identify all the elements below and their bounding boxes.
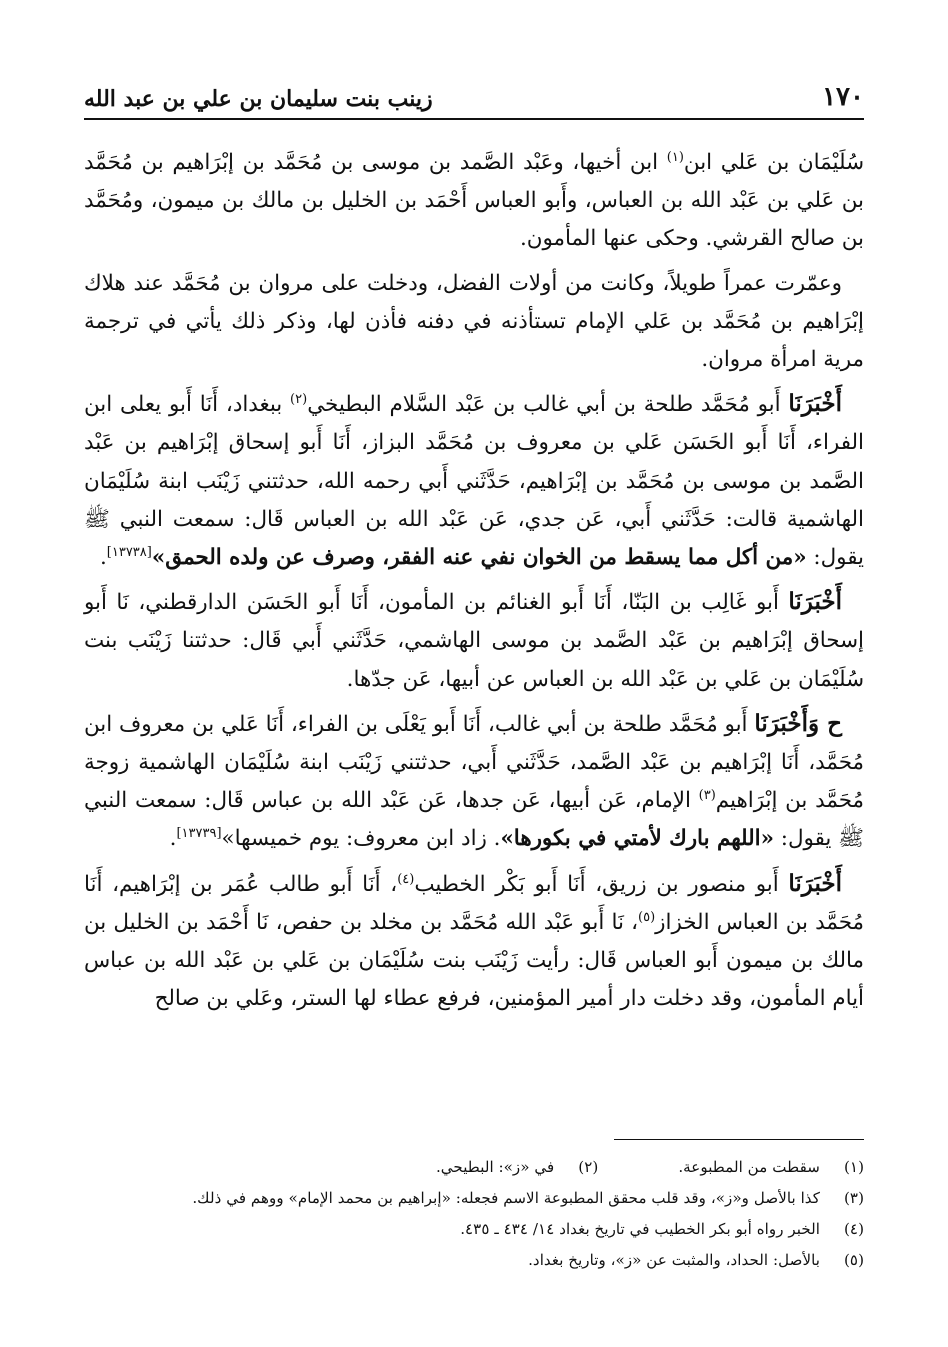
footnote-ref: (١) bbox=[666, 149, 684, 165]
page-number: ١٧٠ bbox=[822, 82, 864, 112]
footnote-row bbox=[84, 1152, 864, 1183]
footnote-ref: (٢) bbox=[290, 392, 308, 408]
footnote-ref: (٣) bbox=[698, 788, 716, 804]
footnote-text: بالأصل: الحداد، والمثبت عن «ز»، وتاريخ بغداد. bbox=[528, 1251, 820, 1269]
paragraph-4 bbox=[84, 583, 864, 699]
footnote-4 bbox=[84, 1214, 864, 1245]
text-segment: ، أَنَا أَبو طالب عُمَر بن إبْرَاهيم، أَنَا مُحَمَّد بن العباس الخزاز bbox=[84, 871, 865, 935]
isnad-keyword: أَخْبَرَنَا bbox=[788, 869, 842, 897]
footnote-1 bbox=[678, 1152, 864, 1183]
isnad-keyword: ح وَأَخْبَرَنَا bbox=[754, 709, 842, 737]
text-segment: الإمام، عَن أبيها، عَن جدها، عَن عَبْد الله بن عباس قَال: سمعت النبي ﷺ يقول: bbox=[84, 788, 864, 852]
footnote-number: (١) bbox=[843, 1158, 864, 1176]
paragraph-1 bbox=[84, 144, 864, 259]
footnote-3 bbox=[84, 1183, 864, 1214]
footnote-number: (٤) bbox=[843, 1220, 864, 1238]
footnotes bbox=[84, 1152, 864, 1276]
paragraph-2: وعمّرت عمراً طويلاً، وكانت من أولات الفضل، ودخلت على مروان بن مُحَمَّد عند هلاك إبْرَاهيم بن مُحَمَّد بن عَلي الإمام تستأذنه في دفنه فأذن لها، وذكر ذلك يأتي في ترجمة مرية امرأة مروان. bbox=[84, 270, 864, 373]
text-segment: ، نَا أَبو عَبْد الله مُحَمَّد بن مخلد بن حفص، نَا أَحْمَد بن الخليل بن مالك بن ميمون أَبو العباس قَال: رأيت زَيْنَب بنت سُلَيْمَان بن عَلي بن عَبْد الله بن عباس أيام المأمون، وقد دخلت دار أمير المؤمنين، فرفع عطاء لها الستر، وعَلي بن صالح bbox=[84, 909, 864, 1012]
hadith-text: «اللهم بارك لأمتي في بكورها» bbox=[500, 826, 774, 852]
footnote-2 bbox=[436, 1152, 598, 1183]
text-segment: . bbox=[169, 826, 177, 852]
footnote-ref: (٤) bbox=[397, 871, 415, 887]
text-segment: أَبو منصور بن زريق، أَنَا أَبو بَكْر الخطيب bbox=[414, 871, 789, 897]
isnad-keyword: أَخْبَرَنَا bbox=[788, 588, 842, 616]
page-header bbox=[84, 80, 864, 120]
text-segment: . bbox=[99, 545, 107, 571]
isnad-keyword: أَخْبَرَنَا bbox=[788, 390, 842, 418]
footnote-text: في «ز»: البطيحي. bbox=[435, 1158, 555, 1176]
text-segment: ببغداد، أَنَا أَبو يعلى ابن الفراء، أَنَا أَبو الحَسَن عَلي بن معروف بن مُحَمَّد البزاز، أَنَا أَبو إسحاق إبْرَاهيم بن عَبْد الصَّمد بن موسى بن مُحَمَّد بن إبْرَاهيم، حَدَّثَني أَبي رحمه الله، حدثتني زَيْنَب ابنة سُلَيْمَان الهاشمية قالت: حَدَّثَني أَبي، عَن جدي، عَن عَبْد الله بن العباس قَال: سمعت النبي ﷺ يقول: bbox=[84, 392, 864, 571]
hadith-number: [١٣٧٣٩] bbox=[176, 826, 222, 842]
footnote-text: الخبر رواه أبو بكر الخطيب في تاريخ بغداد ١٤/ ٤٣٤ ـ ٤٣٥. bbox=[460, 1220, 820, 1238]
running-title: زينب بنت سليمان بن علي بن عبد الله bbox=[84, 86, 433, 112]
footnote-number: (٥) bbox=[843, 1251, 864, 1269]
text-segment: سُلَيْمَان بن عَلي ابن bbox=[683, 150, 864, 175]
text-segment: ابن أخيها، وعَبْد الصَّمد بن موسى بن مُحَمَّد بن إبْرَاهيم بن مُحَمَّد بن عَلي بن عَبْد الله بن العباس، وأَبو العباس أَحْمَد بن الخليل بن مالك بن ميمون، ومُحَمَّد بن صالح القرشي. وحكى عنها المأمون. bbox=[84, 150, 864, 252]
footnote-number: (٢) bbox=[578, 1158, 599, 1176]
text-segment: أَبو مُحَمَّد طلحة بن أبي غالب، أَنَا أَبو يَعْلَى بن الفراء، أَنَا عَلي بن معروف ابن مُحَمَّد، أَنَا إبْرَاهيم بن عَبْد الصَّمد، حَدَّثَني أَبي، حدثتني زَيْنَب ابنة سُلَيْمَان الهاشمية زوجة مُحَمَّد بن إبْرَاهيم bbox=[84, 711, 864, 814]
footnote-number: (٣) bbox=[843, 1189, 864, 1207]
text-segment: أَبو غَالِب بن البَنّا، أَنَا أَبو الغنائم بن المأمون، أَنَا أَبو الحَسَن الدارقطني، نَا أَبو إسحاق إبْرَاهيم بن عَبْد الصَّمد بن موسى الهاشمي، حَدَّثَني أَبي قَال: حدثتنا زَيْنَب بنت سُلَيْمَان بن عَلي بن عَبْد الله بن العباس عن أبيها، عَن جدّها. bbox=[84, 590, 864, 692]
paragraph-3 bbox=[84, 385, 864, 577]
hadith-text: «من أكل مما يسقط من الخوان نفي عنه الفقر، وصرف عن ولده الحمق» bbox=[151, 545, 807, 571]
footnote-ref: (٥) bbox=[638, 909, 656, 925]
footnote-text: كذا بالأصل و«ز»، وقد قلب محقق المطبوعة الاسم فجعله: «إبراهيم بن محمد الإمام» ووهم في ذلك. bbox=[192, 1189, 820, 1207]
paragraph-6 bbox=[84, 865, 864, 1019]
footnote-separator bbox=[614, 1139, 864, 1140]
paragraph-5 bbox=[84, 705, 864, 859]
text-segment: . زاد ابن معروف: يوم خميسها» bbox=[221, 826, 501, 852]
text-segment: أَبو مُحَمَّد طلحة بن أبي غالب بن عَبْد السَّلام البطيخي bbox=[307, 392, 789, 418]
hadith-number: [١٣٧٣٨] bbox=[106, 544, 152, 560]
main-text bbox=[84, 144, 864, 1018]
footnote-5 bbox=[84, 1245, 864, 1276]
footnote-text: سقطت من المطبوعة. bbox=[678, 1158, 820, 1176]
